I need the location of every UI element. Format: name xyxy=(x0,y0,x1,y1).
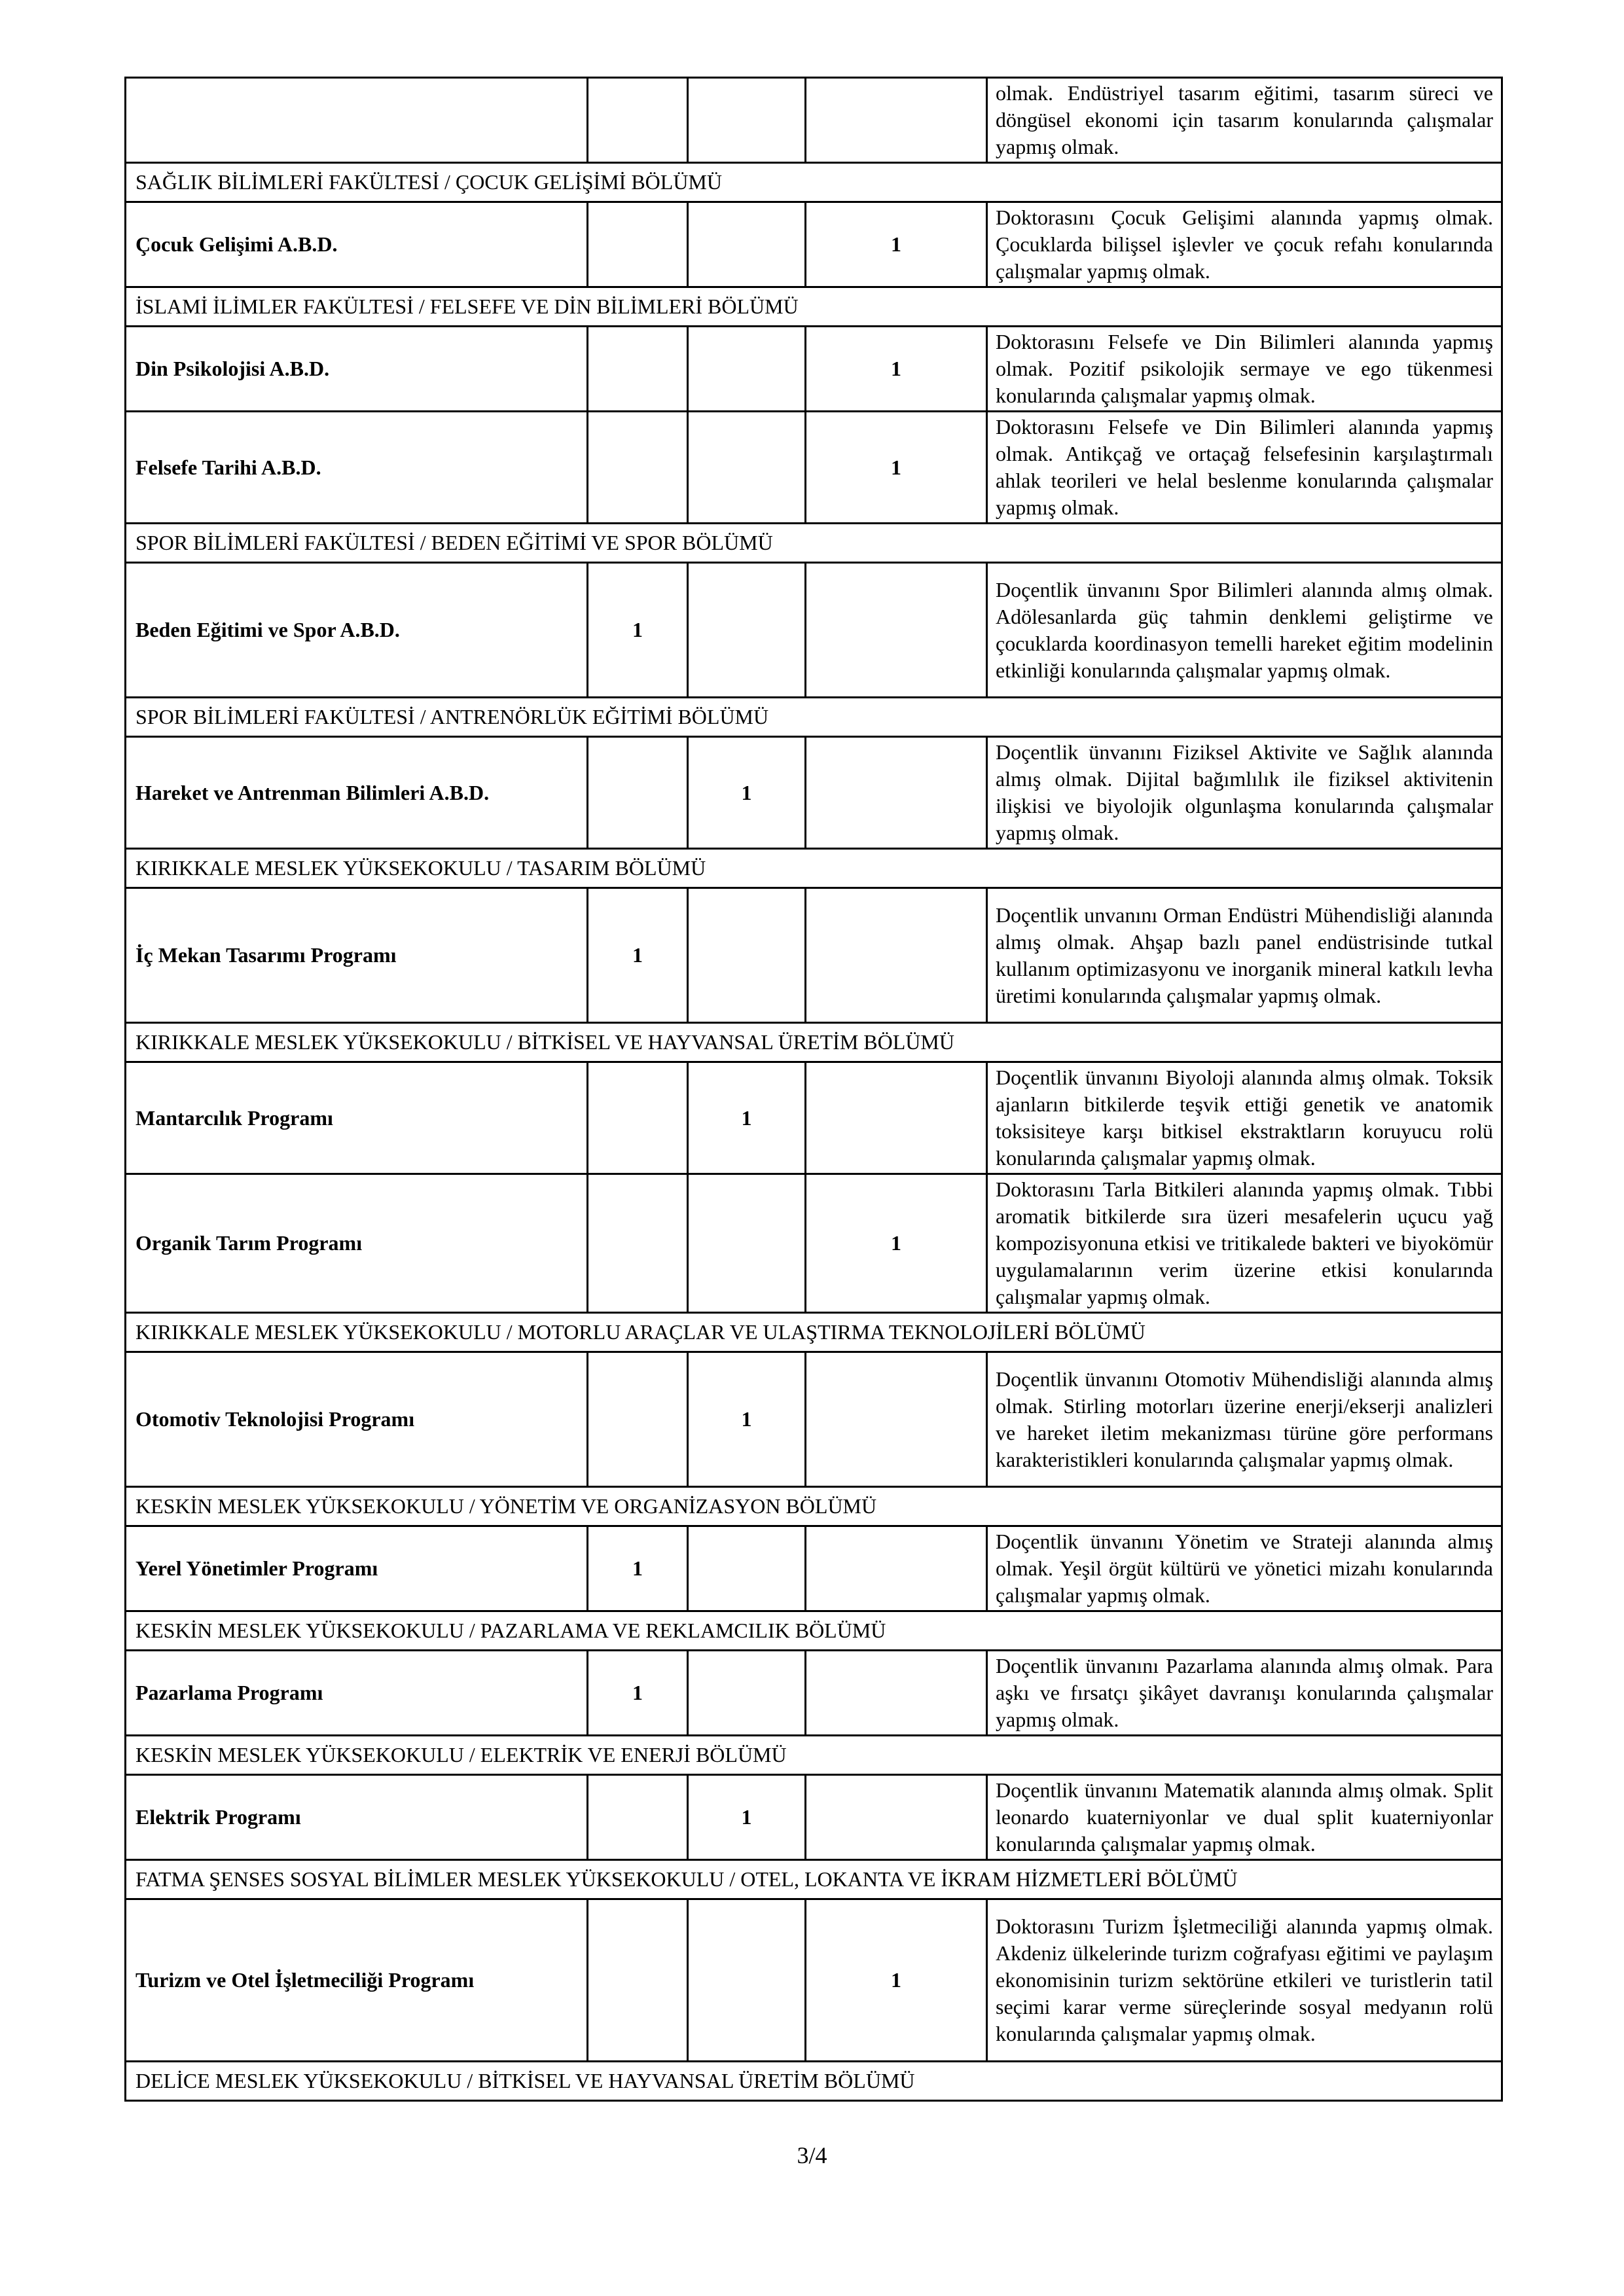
requirement-description: Doçentlik ünvanını Spor Bilimleri alanında almış olmak. Adölesanlarda güç tahmin denklemi geliştirme ve çocuklarda koordinasyon temelli hareket eğitim modelinin etkinliği konularında çalışmalar yapmış olmak. xyxy=(987,563,1502,698)
section-header-row xyxy=(126,1487,1502,1526)
department-name: Yerel Yönetimler Programı xyxy=(126,1526,588,1611)
section-title: SAĞLIK BİLİMLERİ FAKÜLTESİ / ÇOCUK GELİŞİMİ BÖLÜMÜ xyxy=(126,163,1502,202)
department-name: Organik Tarım Programı xyxy=(126,1174,588,1313)
requirement-description: olmak. Endüstriyel tasarım eğitimi, tasarım süreci ve döngüsel ekonomi için tasarım konularında çalışmalar yapmış olmak. xyxy=(987,78,1502,163)
section-header-row xyxy=(126,1023,1502,1062)
table-row xyxy=(126,202,1502,287)
department-name: Çocuk Gelişimi A.B.D. xyxy=(126,202,588,287)
table-row xyxy=(126,1775,1502,1860)
count-column-3 xyxy=(806,1651,987,1736)
table-row xyxy=(126,327,1502,412)
count-column-2 xyxy=(688,1174,806,1313)
count-column-2 xyxy=(688,888,806,1023)
page-number: 3/4 xyxy=(797,2142,827,2168)
count-column-3 xyxy=(806,1062,987,1174)
count-column-2 xyxy=(688,202,806,287)
requirement-description: Doçentlik unvanını Orman Endüstri Mühendisliği alanında almış olmak. Ahşap bazlı panel endüstrisinde tutkal kullanım optimizasyonu ve inorganik mineral katkılı levha üretimi konularında çalışmalar yapmış olmak. xyxy=(987,888,1502,1023)
department-name: Mantarcılık Programı xyxy=(126,1062,588,1174)
count-column-2 xyxy=(688,327,806,412)
department-name: İç Mekan Tasarımı Programı xyxy=(126,888,588,1023)
count-column-1: 1 xyxy=(588,888,688,1023)
count-column-2: 1 xyxy=(688,1775,806,1860)
count-column-1 xyxy=(588,1174,688,1313)
count-column-1 xyxy=(588,78,688,163)
table-row xyxy=(126,1174,1502,1313)
section-title: KIRIKKALE MESLEK YÜKSEKOKULU / BİTKİSEL VE HAYVANSAL ÜRETİM BÖLÜMÜ xyxy=(126,1023,1502,1062)
department-name: Pazarlama Programı xyxy=(126,1651,588,1736)
count-column-3: 1 xyxy=(806,1899,987,2062)
count-column-3 xyxy=(806,888,987,1023)
requirement-description: Doçentlik ünvanını Pazarlama alanında almış olmak. Para aşkı ve fırsatçı şikâyet davranışı konularında çalışmalar yapmış olmak. xyxy=(987,1651,1502,1736)
count-column-1 xyxy=(588,412,688,524)
section-header-row xyxy=(126,849,1502,888)
department-name xyxy=(126,78,588,163)
count-column-3 xyxy=(806,563,987,698)
requirement-description: Doktorasını Çocuk Gelişimi alanında yapmış olmak. Çocuklarda bilişsel işlevler ve çocuk refahı konularında çalışmalar yapmış olmak. xyxy=(987,202,1502,287)
count-column-3 xyxy=(806,1352,987,1487)
count-column-1 xyxy=(588,327,688,412)
count-column-2 xyxy=(688,1651,806,1736)
table-row xyxy=(126,412,1502,524)
requirement-description: Doktorasını Felsefe ve Din Bilimleri alanında yapmış olmak. Antikçağ ve ortaçağ felsefesinin karşılaştırmalı ahlak teorileri ve helal beslenme konularında çalışmalar yapmış olmak. xyxy=(987,412,1502,524)
count-column-1: 1 xyxy=(588,1651,688,1736)
section-header-row xyxy=(126,524,1502,563)
table-body xyxy=(126,78,1502,2101)
section-title: KIRIKKALE MESLEK YÜKSEKOKULU / MOTORLU ARAÇLAR VE ULAŞTIRMA TEKNOLOJİLERİ BÖLÜMÜ xyxy=(126,1313,1502,1352)
count-column-2: 1 xyxy=(688,737,806,849)
count-column-3 xyxy=(806,1526,987,1611)
count-column-2 xyxy=(688,78,806,163)
count-column-2 xyxy=(688,412,806,524)
count-column-1 xyxy=(588,1062,688,1174)
count-column-2 xyxy=(688,1899,806,2062)
section-header-row xyxy=(126,1611,1502,1651)
requirement-description: Doktorasını Felsefe ve Din Bilimleri alanında yapmış olmak. Pozitif psikolojik sermaye ve ego tükenmesi konularında çalışmalar yapmış olmak. xyxy=(987,327,1502,412)
count-column-2 xyxy=(688,1526,806,1611)
section-header-row xyxy=(126,698,1502,737)
count-column-2: 1 xyxy=(688,1062,806,1174)
requirement-description: Doçentlik ünvanını Yönetim ve Strateji alanında almış olmak. Yeşil örgüt kültürü ve yönetici mizahı konularında çalışmalar yapmış olmak. xyxy=(987,1526,1502,1611)
department-name: Otomotiv Teknolojisi Programı xyxy=(126,1352,588,1487)
requirement-description: Doçentlik ünvanını Otomotiv Mühendisliği alanında almış olmak. Stirling motorları üzerine enerji/ekserji analizleri ve hareket iletim mekanizması türüne göre performans karakteristikleri konularında çalışmalar yapmış olmak. xyxy=(987,1352,1502,1487)
section-title: SPOR BİLİMLERİ FAKÜLTESİ / BEDEN EĞİTİMİ VE SPOR BÖLÜMÜ xyxy=(126,524,1502,563)
section-header-row xyxy=(126,2062,1502,2101)
requirement-description: Doçentlik ünvanını Biyoloji alanında almış olmak. Toksik ajanların bitkilerde teşvik ettiği genetik ve anatomik toksisiteye karşı bitkisel ekstraktların koruyucu rolü konularında çalışmalar yapmış olmak. xyxy=(987,1062,1502,1174)
department-name: Elektrik Programı xyxy=(126,1775,588,1860)
count-column-1: 1 xyxy=(588,1526,688,1611)
count-column-3: 1 xyxy=(806,202,987,287)
section-header-row xyxy=(126,287,1502,327)
count-column-1 xyxy=(588,1775,688,1860)
section-title: KESKİN MESLEK YÜKSEKOKULU / PAZARLAMA VE REKLAMCILIK BÖLÜMÜ xyxy=(126,1611,1502,1651)
position-table xyxy=(124,77,1503,2102)
section-title: FATMA ŞENSES SOSYAL BİLİMLER MESLEK YÜKSEKOKULU / OTEL, LOKANTA VE İKRAM HİZMETLERİ BÖLÜMÜ xyxy=(126,1860,1502,1899)
section-title: KESKİN MESLEK YÜKSEKOKULU / YÖNETİM VE ORGANİZASYON BÖLÜMÜ xyxy=(126,1487,1502,1526)
section-title: KIRIKKALE MESLEK YÜKSEKOKULU / TASARIM BÖLÜMÜ xyxy=(126,849,1502,888)
count-column-1: 1 xyxy=(588,563,688,698)
count-column-3 xyxy=(806,1775,987,1860)
requirement-description: Doçentlik ünvanını Fiziksel Aktivite ve Sağlık alanında almış olmak. Dijital bağımlılık ile fiziksel aktivitenin ilişkisi ve biyolojik olgunlaşma konularında çalışmalar yapmış olmak. xyxy=(987,737,1502,849)
count-column-3 xyxy=(806,737,987,849)
count-column-3: 1 xyxy=(806,1174,987,1313)
section-title: KESKİN MESLEK YÜKSEKOKULU / ELEKTRİK VE ENERJİ BÖLÜMÜ xyxy=(126,1736,1502,1775)
department-name: Turizm ve Otel İşletmeciliği Programı xyxy=(126,1899,588,2062)
count-column-3: 1 xyxy=(806,412,987,524)
table-row xyxy=(126,1352,1502,1487)
section-title: DELİCE MESLEK YÜKSEKOKULU / BİTKİSEL VE HAYVANSAL ÜRETİM BÖLÜMÜ xyxy=(126,2062,1502,2101)
table-row xyxy=(126,1526,1502,1611)
count-column-3: 1 xyxy=(806,327,987,412)
department-name: Felsefe Tarihi A.B.D. xyxy=(126,412,588,524)
table-row xyxy=(126,1651,1502,1736)
table-row xyxy=(126,737,1502,849)
department-name: Din Psikolojisi A.B.D. xyxy=(126,327,588,412)
section-title: İSLAMİ İLİMLER FAKÜLTESİ / FELSEFE VE DİN BİLİMLERİ BÖLÜMÜ xyxy=(126,287,1502,327)
section-title: SPOR BİLİMLERİ FAKÜLTESİ / ANTRENÖRLÜK EĞİTİMİ BÖLÜMÜ xyxy=(126,698,1502,737)
department-name: Beden Eğitimi ve Spor A.B.D. xyxy=(126,563,588,698)
count-column-2: 1 xyxy=(688,1352,806,1487)
count-column-1 xyxy=(588,202,688,287)
table-row xyxy=(126,888,1502,1023)
requirement-description: Doktorasını Tarla Bitkileri alanında yapmış olmak. Tıbbi aromatik bitkilerde sıra üzeri mesafelerin uçucu yağ kompozisyonuna etkisi ve tritikalede bakteri ve biyokömür uygulamalarının verim üzerine etkisi konularında çalışmalar yapmış olmak. xyxy=(987,1174,1502,1313)
table-row xyxy=(126,563,1502,698)
count-column-2 xyxy=(688,563,806,698)
count-column-1 xyxy=(588,1899,688,2062)
count-column-3 xyxy=(806,78,987,163)
section-header-row xyxy=(126,1860,1502,1899)
department-name: Hareket ve Antrenman Bilimleri A.B.D. xyxy=(126,737,588,849)
requirement-description: Doktorasını Turizm İşletmeciliği alanında yapmış olmak. Akdeniz ülkelerinde turizm coğrafyası eğitimi ve paylaşım ekonomisinin turizm sektörüne etkileri ve turistlerin tatil seçimi karar verme süreçlerinde sosyal medyanın rolü konularında çalışmalar yapmış olmak. xyxy=(987,1899,1502,2062)
section-header-row xyxy=(126,163,1502,202)
table-row xyxy=(126,78,1502,163)
section-header-row xyxy=(126,1313,1502,1352)
requirement-description: Doçentlik ünvanını Matematik alanında almış olmak. Split leonardo kuaterniyonlar ve dual split kuaterniyonlar konularında çalışmalar yapmış olmak. xyxy=(987,1775,1502,1860)
table-row xyxy=(126,1062,1502,1174)
count-column-1 xyxy=(588,737,688,849)
table-row xyxy=(126,1899,1502,2062)
section-header-row xyxy=(126,1736,1502,1775)
count-column-1 xyxy=(588,1352,688,1487)
